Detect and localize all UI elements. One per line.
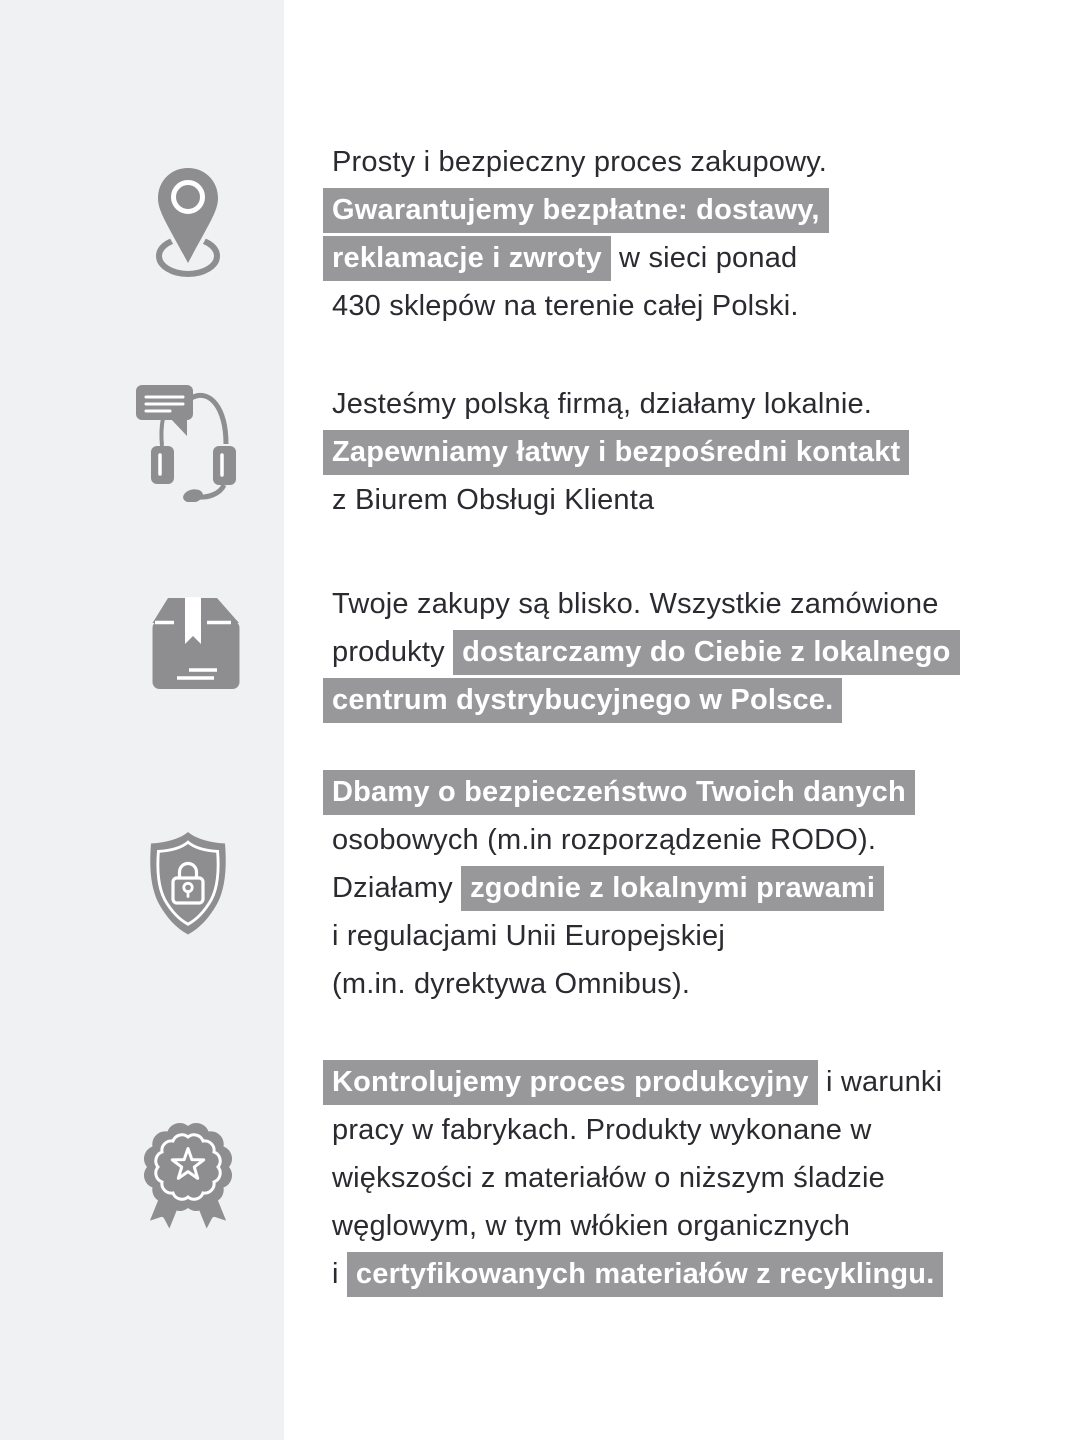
text-line [332,234,1048,282]
highlighted-text: Gwarantujemy bezpłatne: dostawy, [323,188,829,233]
text-line [332,912,1048,960]
plain-text: Prosty i bezpieczny proces zakupowy. [332,146,828,178]
highlighted-text: centrum dystrybucyjnego w Polsce. [323,678,842,723]
text-line [332,186,1048,234]
plain-text: Twoje zakupy są blisko. Wszystkie zamówione [332,588,939,620]
benefit-section-production [332,1058,1048,1298]
text-line [332,628,1048,676]
highlighted-text: Kontrolujemy proces produkcyjny [323,1060,818,1105]
text-line [332,282,1048,330]
text-line [332,960,1048,1008]
text-line [332,428,1048,476]
text-line [332,1154,1048,1202]
shield-lock-icon [138,829,238,937]
text-line [332,476,1048,524]
highlighted-text: dostarczamy do Ciebie z lokalnego [453,630,959,675]
text-line [332,1058,1048,1106]
package-icon [152,596,240,690]
text-line [332,816,1048,864]
plain-text: osobowych (m.in rozporządzenie RODO). [332,824,877,856]
benefit-section-delivery [332,580,1048,724]
text-line [332,864,1048,912]
plain-text: 430 sklepów na terenie całej Polski. [332,290,799,322]
highlighted-text: zgodnie z lokalnymi prawami [461,866,884,911]
text-line [332,580,1048,628]
text-line [332,380,1048,428]
highlighted-text: Zapewniamy łatwy i bezpośredni kontakt [323,430,909,475]
plain-text: i regulacjami Unii Europejskiej [332,920,726,952]
text-line [332,768,1048,816]
location-pin-icon [155,166,221,278]
benefit-section-contact [332,380,1048,524]
benefit-section-shopping [332,138,1048,330]
plain-text: i [332,1258,347,1290]
highlighted-text: certyfikowanych materiałów z recyklingu. [347,1252,944,1297]
plain-text: większości z materiałów o niższym śladzie [332,1162,885,1194]
headset-chat-icon [134,382,242,502]
plain-text: produkty [332,636,454,668]
highlighted-text: Dbamy o bezpieczeństwo Twoich danych [323,770,915,815]
plain-text: z Biurem Obsługi Klienta [332,484,655,516]
plain-text: w sieci ponad [610,242,798,274]
award-badge-icon [133,1117,243,1237]
text-line [332,1250,1048,1298]
text-line [332,138,1048,186]
plain-text: Jesteśmy polską firmą, działamy lokalnie. [332,388,873,420]
plain-text: Działamy [332,872,462,904]
highlighted-text: reklamacje i zwroty [323,236,611,281]
text-line [332,1106,1048,1154]
benefit-section-data-privacy [332,768,1048,1008]
plain-text: węglowym, w tym włókien organicznych [332,1210,851,1242]
text-line [332,676,1048,724]
plain-text: (m.in. dyrektywa Omnibus). [332,968,691,1000]
plain-text: i warunki [817,1066,943,1098]
plain-text: pracy w fabrykach. Produkty wykonane w [332,1114,872,1146]
text-line [332,1202,1048,1250]
